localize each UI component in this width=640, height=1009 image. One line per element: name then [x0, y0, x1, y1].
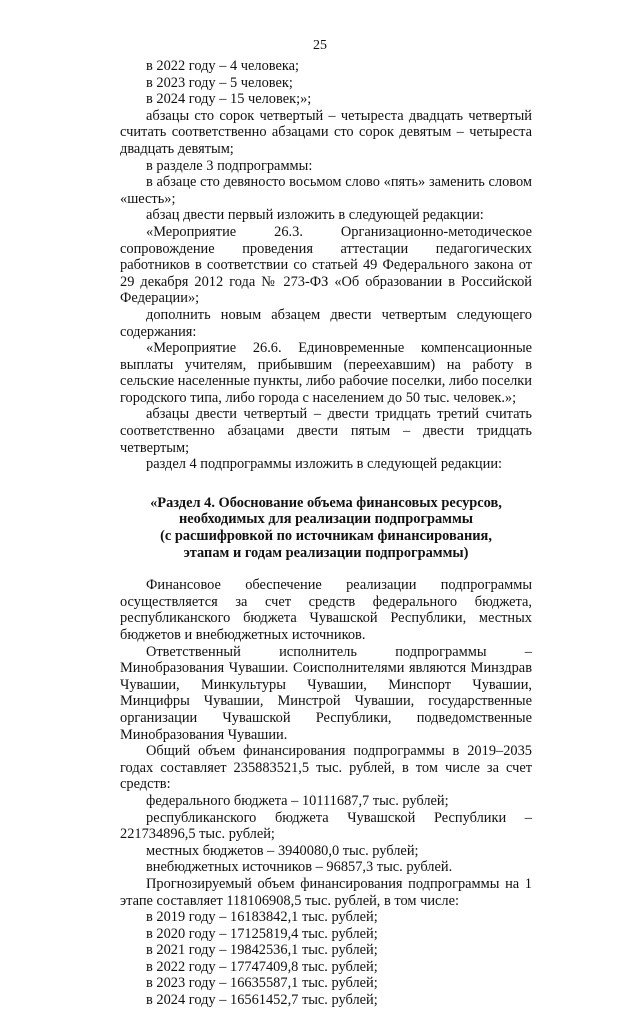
paragraph: в разделе 3 подпрограммы:: [146, 157, 313, 174]
heading-line: необходимых для реализации подпрограммы: [178, 511, 474, 528]
paragraph: в 2020 году – 17125819,4 тыс. рублей;: [146, 925, 378, 942]
paragraph: Прогнозируемый объем финансирования подпрограммы на 1 этапе составляет 118106908,5 тыс. рублей, в том числе:: [120, 875, 532, 909]
financing-section: [120, 577, 532, 1008]
section-heading: [120, 495, 532, 561]
heading-line: (с расшифровкой по источникам финансирования,: [160, 528, 492, 545]
paragraph: местных бюджетов – 3940080,0 тыс. рублей;: [146, 842, 419, 859]
page-number: 25: [313, 38, 327, 53]
paragraph: Финансовое обеспечение реализации подпрограммы осуществляется за счет средств федерального бюджета, республиканского бюджета Чувашской Республики, местных бюджетов и внебюджетных источников.: [120, 577, 532, 643]
paragraph: дополнить новым абзацем двести четвертым следующего содержания:: [120, 306, 532, 340]
paragraph: «Мероприятие 26.6. Единовременные компенсационные выплаты учителям, прибывшим (переехавшим) на работу в сельские населенные пункты, либо рабочие поселки, либо поселки городского типа, либо города с населением до 50 тыс. человек.»;: [120, 340, 532, 406]
heading-line: «Раздел 4. Обоснование объема финансовых ресурсов,: [150, 494, 502, 511]
paragraph: внебюджетных источников – 96857,3 тыс. рублей.: [146, 859, 453, 876]
paragraph: абзацы сто сорок четвертый – четыреста двадцать четвертый считать соответственно абзацами сто сорок девятым – четыреста двадцать девятым;: [120, 107, 532, 157]
paragraph: федерального бюджета – 10111687,7 тыс. рублей;: [146, 792, 449, 809]
paragraph: в 2024 году – 15 человек;»;: [146, 91, 312, 108]
paragraph: в 2022 году – 4 человека;: [146, 58, 300, 74]
paragraph: в 2023 году – 16635587,1 тыс. рублей;: [146, 975, 378, 992]
paragraph: Ответственный исполнитель подпрограммы – Минобразования Чувашии. Соисполнителями являются Минздрав Чувашии, Минкультуры Чувашии, Минспорт Чувашии, Минцифры Чувашии, Минстрой Чувашии, государственные организации Чувашской Республики, подведомственные Минобразования Чувашии.: [120, 643, 532, 743]
paragraph: в 2019 году – 16183842,1 тыс. рублей;: [146, 909, 378, 926]
paragraph: абзацы двести четвертый – двести тридцать третий считать соответственно абзацами двести пятым – двести тридцать четвертым;: [120, 406, 532, 456]
paragraph: «Мероприятие 26.3. Организационно-методическое сопровождение проведения аттестации педагогических работников в соответствии со статьей 49 Федерального закона от 29 декабря 2012 года № 273-ФЗ «Об образовании в Российской Федерации»;: [120, 223, 532, 307]
paragraph: в абзаце сто девяносто восьмом слово «пять» заменить словом «шесть»;: [120, 174, 532, 207]
document-body: [120, 58, 532, 1009]
paragraph: Общий объем финансирования подпрограммы в 2019–2035 годах составляет 235883521,5 тыс. рублей, в том числе за счет средств:: [120, 743, 532, 793]
paragraph: республиканского бюджета Чувашской Республики – 221734896,5 тыс. рублей;: [120, 809, 532, 843]
amendments-section: [120, 58, 532, 473]
paragraph: абзац двести первый изложить в следующей редакции:: [146, 207, 484, 224]
paragraph: в 2021 году – 19842536,1 тыс. рублей;: [146, 942, 378, 959]
paragraph: в 2023 году – 5 человек;: [146, 74, 293, 91]
paragraph: в 2024 году – 16561452,7 тыс. рублей;: [146, 992, 378, 1009]
paragraph: раздел 4 подпрограммы изложить в следующей редакции:: [146, 456, 503, 473]
paragraph: в 2022 году – 17747409,8 тыс. рублей;: [146, 958, 378, 975]
heading-line: этапам и годам реализации подпрограммы): [183, 544, 469, 561]
